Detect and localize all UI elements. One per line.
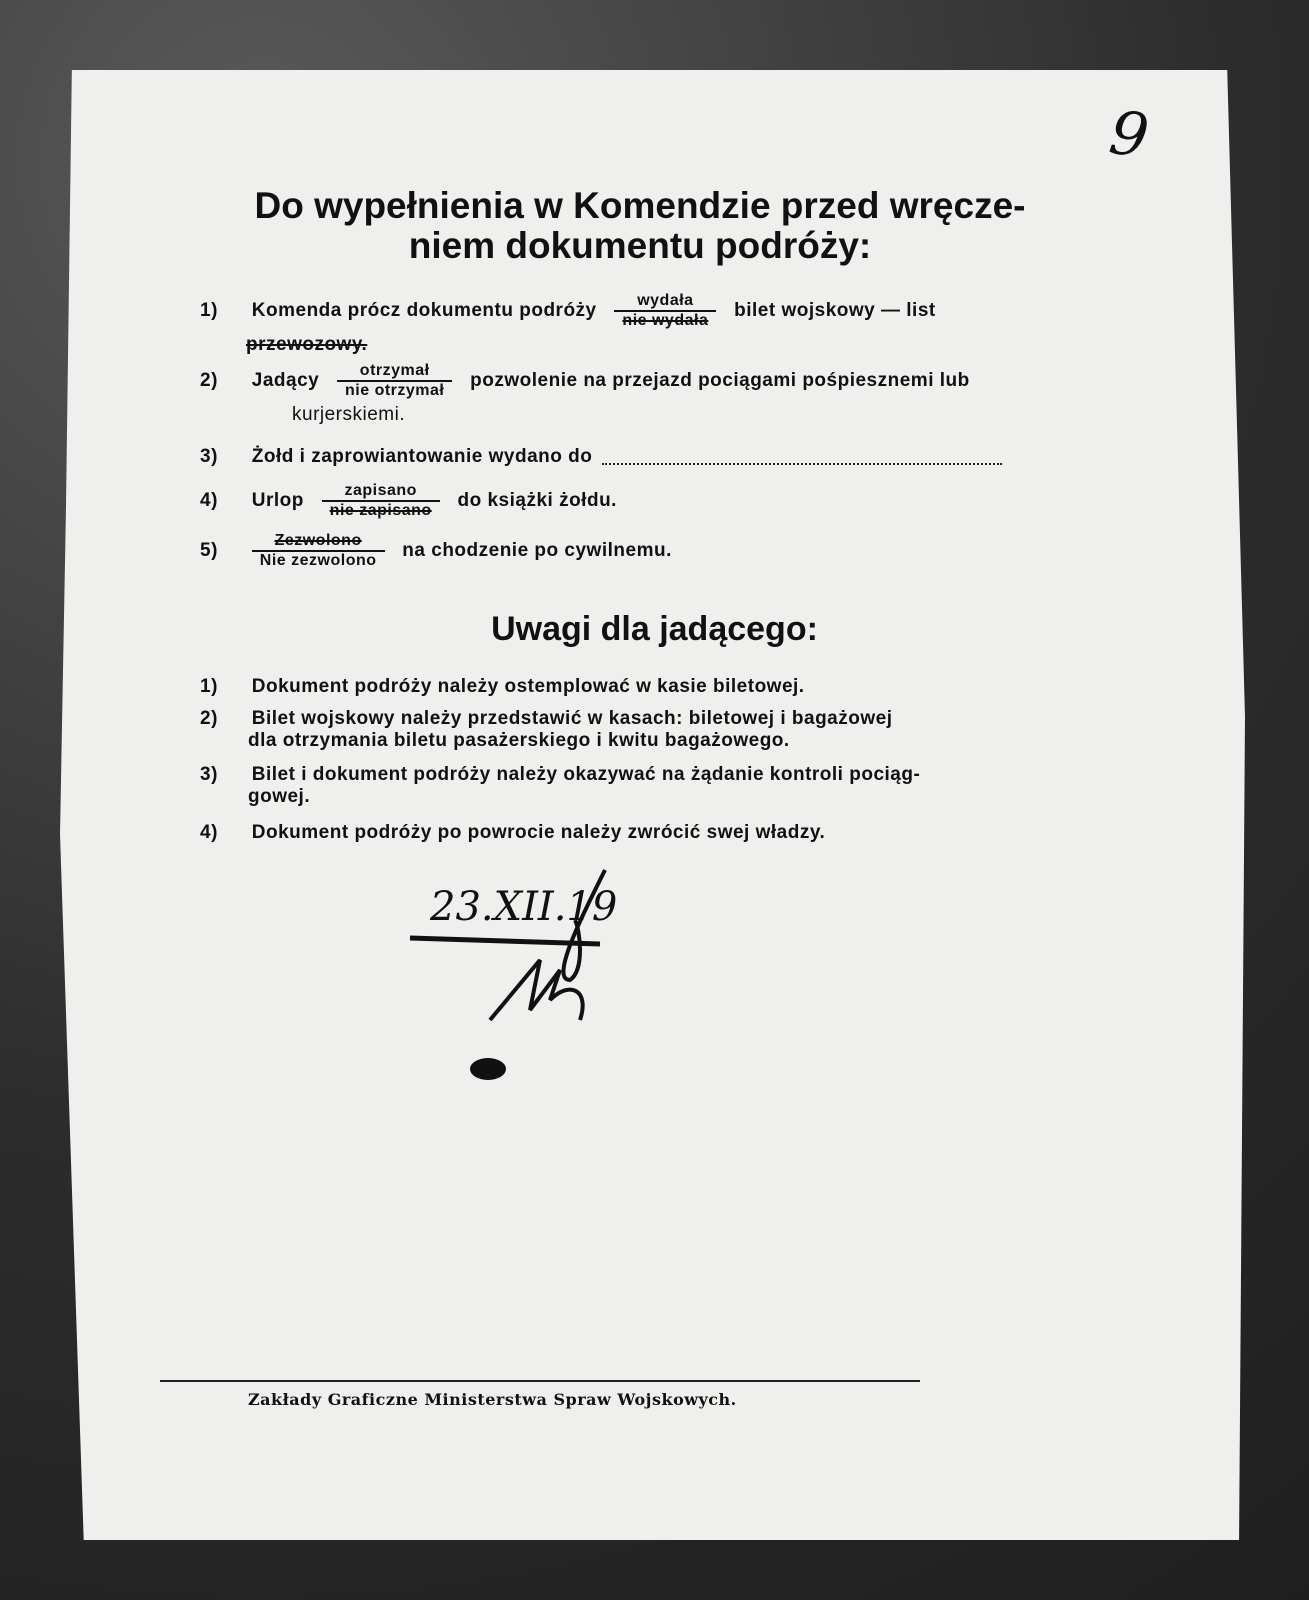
fraction-top: wydała bbox=[614, 292, 716, 312]
note-text: Bilet i dokument podróży należy okazywać na żądanie kontroli pociąg- bbox=[251, 764, 921, 785]
item-text-after: bilet wojskowy — list bbox=[734, 300, 936, 322]
item-number: 2) bbox=[200, 370, 218, 392]
list-item-2 bbox=[200, 362, 970, 426]
note-number: 2) bbox=[200, 708, 218, 729]
handwritten-date: 23.XII.19 bbox=[430, 884, 618, 930]
fill-in-line bbox=[602, 449, 1002, 465]
page-title bbox=[190, 186, 1090, 266]
list-item-5 bbox=[200, 532, 672, 570]
list-item-1 bbox=[200, 292, 936, 356]
signature-mark bbox=[400, 860, 700, 1060]
note-number: 4) bbox=[200, 822, 218, 843]
item-continuation: kurjerskiemi. bbox=[292, 404, 406, 425]
note-2 bbox=[200, 708, 892, 752]
item-number: 1) bbox=[200, 300, 218, 322]
item-number: 4) bbox=[200, 490, 218, 512]
fraction-top: Zezwolono bbox=[252, 532, 385, 552]
item-text: Żołd i zaprowiantowanie wydano do bbox=[251, 446, 593, 467]
fraction-choice bbox=[252, 532, 385, 570]
note-continuation: dla otrzymania biletu pasażerskiego i kwitu bagażowego. bbox=[248, 730, 790, 751]
fraction-bottom: nie zapisano bbox=[329, 502, 432, 519]
note-text: Dokument podróży po powrocie należy zwrócić swej władzy. bbox=[251, 822, 826, 843]
note-number: 3) bbox=[200, 764, 218, 785]
item-text: Komenda prócz dokumentu podróży bbox=[251, 300, 597, 322]
item-continuation: przewozowy. bbox=[246, 334, 368, 355]
fraction-choice bbox=[614, 292, 716, 330]
item-text-after: do książki żołdu. bbox=[457, 490, 617, 512]
fraction-choice bbox=[337, 362, 452, 400]
note-number: 1) bbox=[200, 676, 218, 697]
note-1 bbox=[200, 676, 805, 698]
fraction-choice bbox=[322, 482, 440, 520]
fraction-bottom: nie otrzymał bbox=[345, 382, 445, 399]
item-number: 5) bbox=[200, 540, 218, 562]
item-text: Jadący bbox=[251, 370, 320, 392]
ink-blot bbox=[470, 1058, 506, 1080]
note-continuation: gowej. bbox=[248, 786, 311, 807]
footer-rule bbox=[160, 1380, 920, 1382]
list-item-4 bbox=[200, 482, 617, 520]
item-text-after: pozwolenie na przejazd pociągami pośpiesznemi lub bbox=[470, 370, 970, 392]
note-4 bbox=[200, 822, 825, 844]
printer-imprint: Zakłady Graficzne Ministerstwa Spraw Wojskowych. bbox=[248, 1390, 737, 1409]
list-item-3 bbox=[200, 446, 1002, 468]
note-text: Bilet wojskowy należy przedstawić w kasach: biletowej i bagażowej bbox=[251, 708, 893, 729]
item-text: Urlop bbox=[251, 490, 304, 512]
fraction-bottom: Nie zezwolono bbox=[259, 552, 377, 569]
fraction-bottom: nie wydała bbox=[622, 312, 709, 329]
section-heading: Uwagi dla jadącego: bbox=[491, 610, 818, 648]
page-number: 9 bbox=[1105, 97, 1153, 173]
note-3 bbox=[200, 764, 920, 808]
fraction-top: otrzymał bbox=[337, 362, 452, 382]
item-text-after: na chodzenie po cywilnemu. bbox=[402, 540, 672, 562]
item-number: 3) bbox=[200, 446, 218, 467]
title-line-2: niem dokumentu podróży: bbox=[408, 225, 872, 266]
note-text: Dokument podróży należy ostemplować w kasie biletowej. bbox=[251, 676, 805, 697]
title-line-1: Do wypełnienia w Komendzie przed wręcze- bbox=[254, 185, 1026, 226]
fraction-top: zapisano bbox=[322, 482, 440, 502]
